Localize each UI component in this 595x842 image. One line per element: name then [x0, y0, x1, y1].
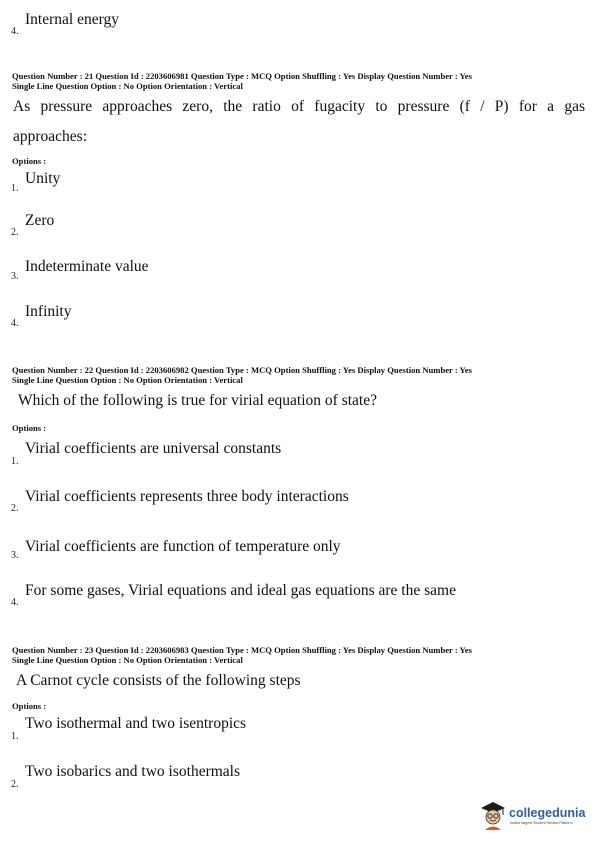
logo-brand-text: collegedunia: [509, 806, 586, 820]
logo-tagline: India's largest Student Review Platform: [510, 821, 573, 825]
question-meta: [12, 366, 472, 385]
option-number: 3.: [11, 550, 19, 561]
option-number: 1.: [11, 731, 19, 742]
options-label: Options :: [12, 156, 47, 166]
question-meta-line-2: Single Line Question Option : No Option Orientation : Vertical: [12, 80, 243, 91]
option-3: [0, 257, 595, 287]
question-meta: [12, 646, 472, 665]
question-text-line-1: A Carnot cycle consists of the following steps: [16, 672, 301, 689]
question-meta-line-2: Single Line Question Option : No Option Orientation : Vertical: [12, 374, 243, 385]
option-text: Indeterminate value: [25, 258, 149, 275]
question-text-line-1: Which of the following is true for virial equation of state?: [18, 392, 377, 409]
option-number: 4.: [11, 318, 19, 329]
option-number: 2.: [11, 779, 19, 790]
option-number: 2.: [11, 503, 19, 514]
options-label: Options :: [12, 423, 47, 433]
option-1: [0, 714, 595, 744]
option-text: Virial coefficients represents three body interactions: [25, 488, 349, 505]
question-text: [13, 92, 585, 152]
option-2: [0, 762, 595, 792]
option-text: Two isobarics and two isothermals: [25, 763, 241, 780]
option-text: Internal energy: [25, 11, 119, 28]
option-number: 1.: [11, 456, 19, 467]
option-text: For some gases, Virial equations and ideal gas equations are the same: [25, 582, 456, 599]
option-number: 4.: [11, 26, 19, 37]
graduate-mascot-icon: [479, 799, 507, 831]
question-text-line-1: As pressure approaches zero, the ratio of fugacity to pressure (f / P) for a gas: [13, 98, 585, 115]
option-2: [0, 211, 595, 241]
option-text: Virial coefficients are function of temperature only: [25, 538, 341, 555]
option-1: [0, 167, 595, 197]
question-text: [18, 386, 377, 416]
question-meta-line-2: Single Line Question Option : No Option Orientation : Vertical: [12, 654, 243, 665]
question-meta-line-1: Question Number : 21 Question Id : 2203606981 Question Type : MCQ Option Shuffling : Yes Display Question Number : Yes: [12, 71, 472, 81]
option-number: 2.: [11, 227, 19, 238]
question-text-line-2: approaches:: [13, 128, 88, 145]
option-number: 4.: [11, 597, 19, 608]
question-text: [16, 666, 301, 696]
question-meta: [12, 72, 472, 91]
prev-question-option-4: [0, 8, 595, 38]
option-4: [0, 302, 595, 332]
option-text: Infinity: [25, 303, 72, 320]
option-text: Two isothermal and two isentropics: [25, 715, 247, 732]
option-4: [0, 580, 595, 610]
option-2: [0, 485, 595, 515]
options-label: Options :: [12, 701, 47, 711]
option-1: [0, 437, 595, 467]
question-meta-line-1: Question Number : 22 Question Id : 2203606982 Question Type : MCQ Option Shuffling : Yes Display Question Number : Yes: [12, 365, 472, 375]
option-text: Virial coefficients are universal constants: [25, 440, 282, 457]
option-3: [0, 536, 595, 566]
option-number: 1.: [11, 183, 19, 194]
option-text: Zero: [25, 212, 55, 229]
question-meta-line-1: Question Number : 23 Question Id : 2203606983 Question Type : MCQ Option Shuffling : Yes Display Question Number : Yes: [12, 645, 472, 655]
option-text: Unity: [25, 170, 61, 187]
collegedunia-logo: [479, 799, 591, 833]
option-number: 3.: [11, 271, 19, 282]
